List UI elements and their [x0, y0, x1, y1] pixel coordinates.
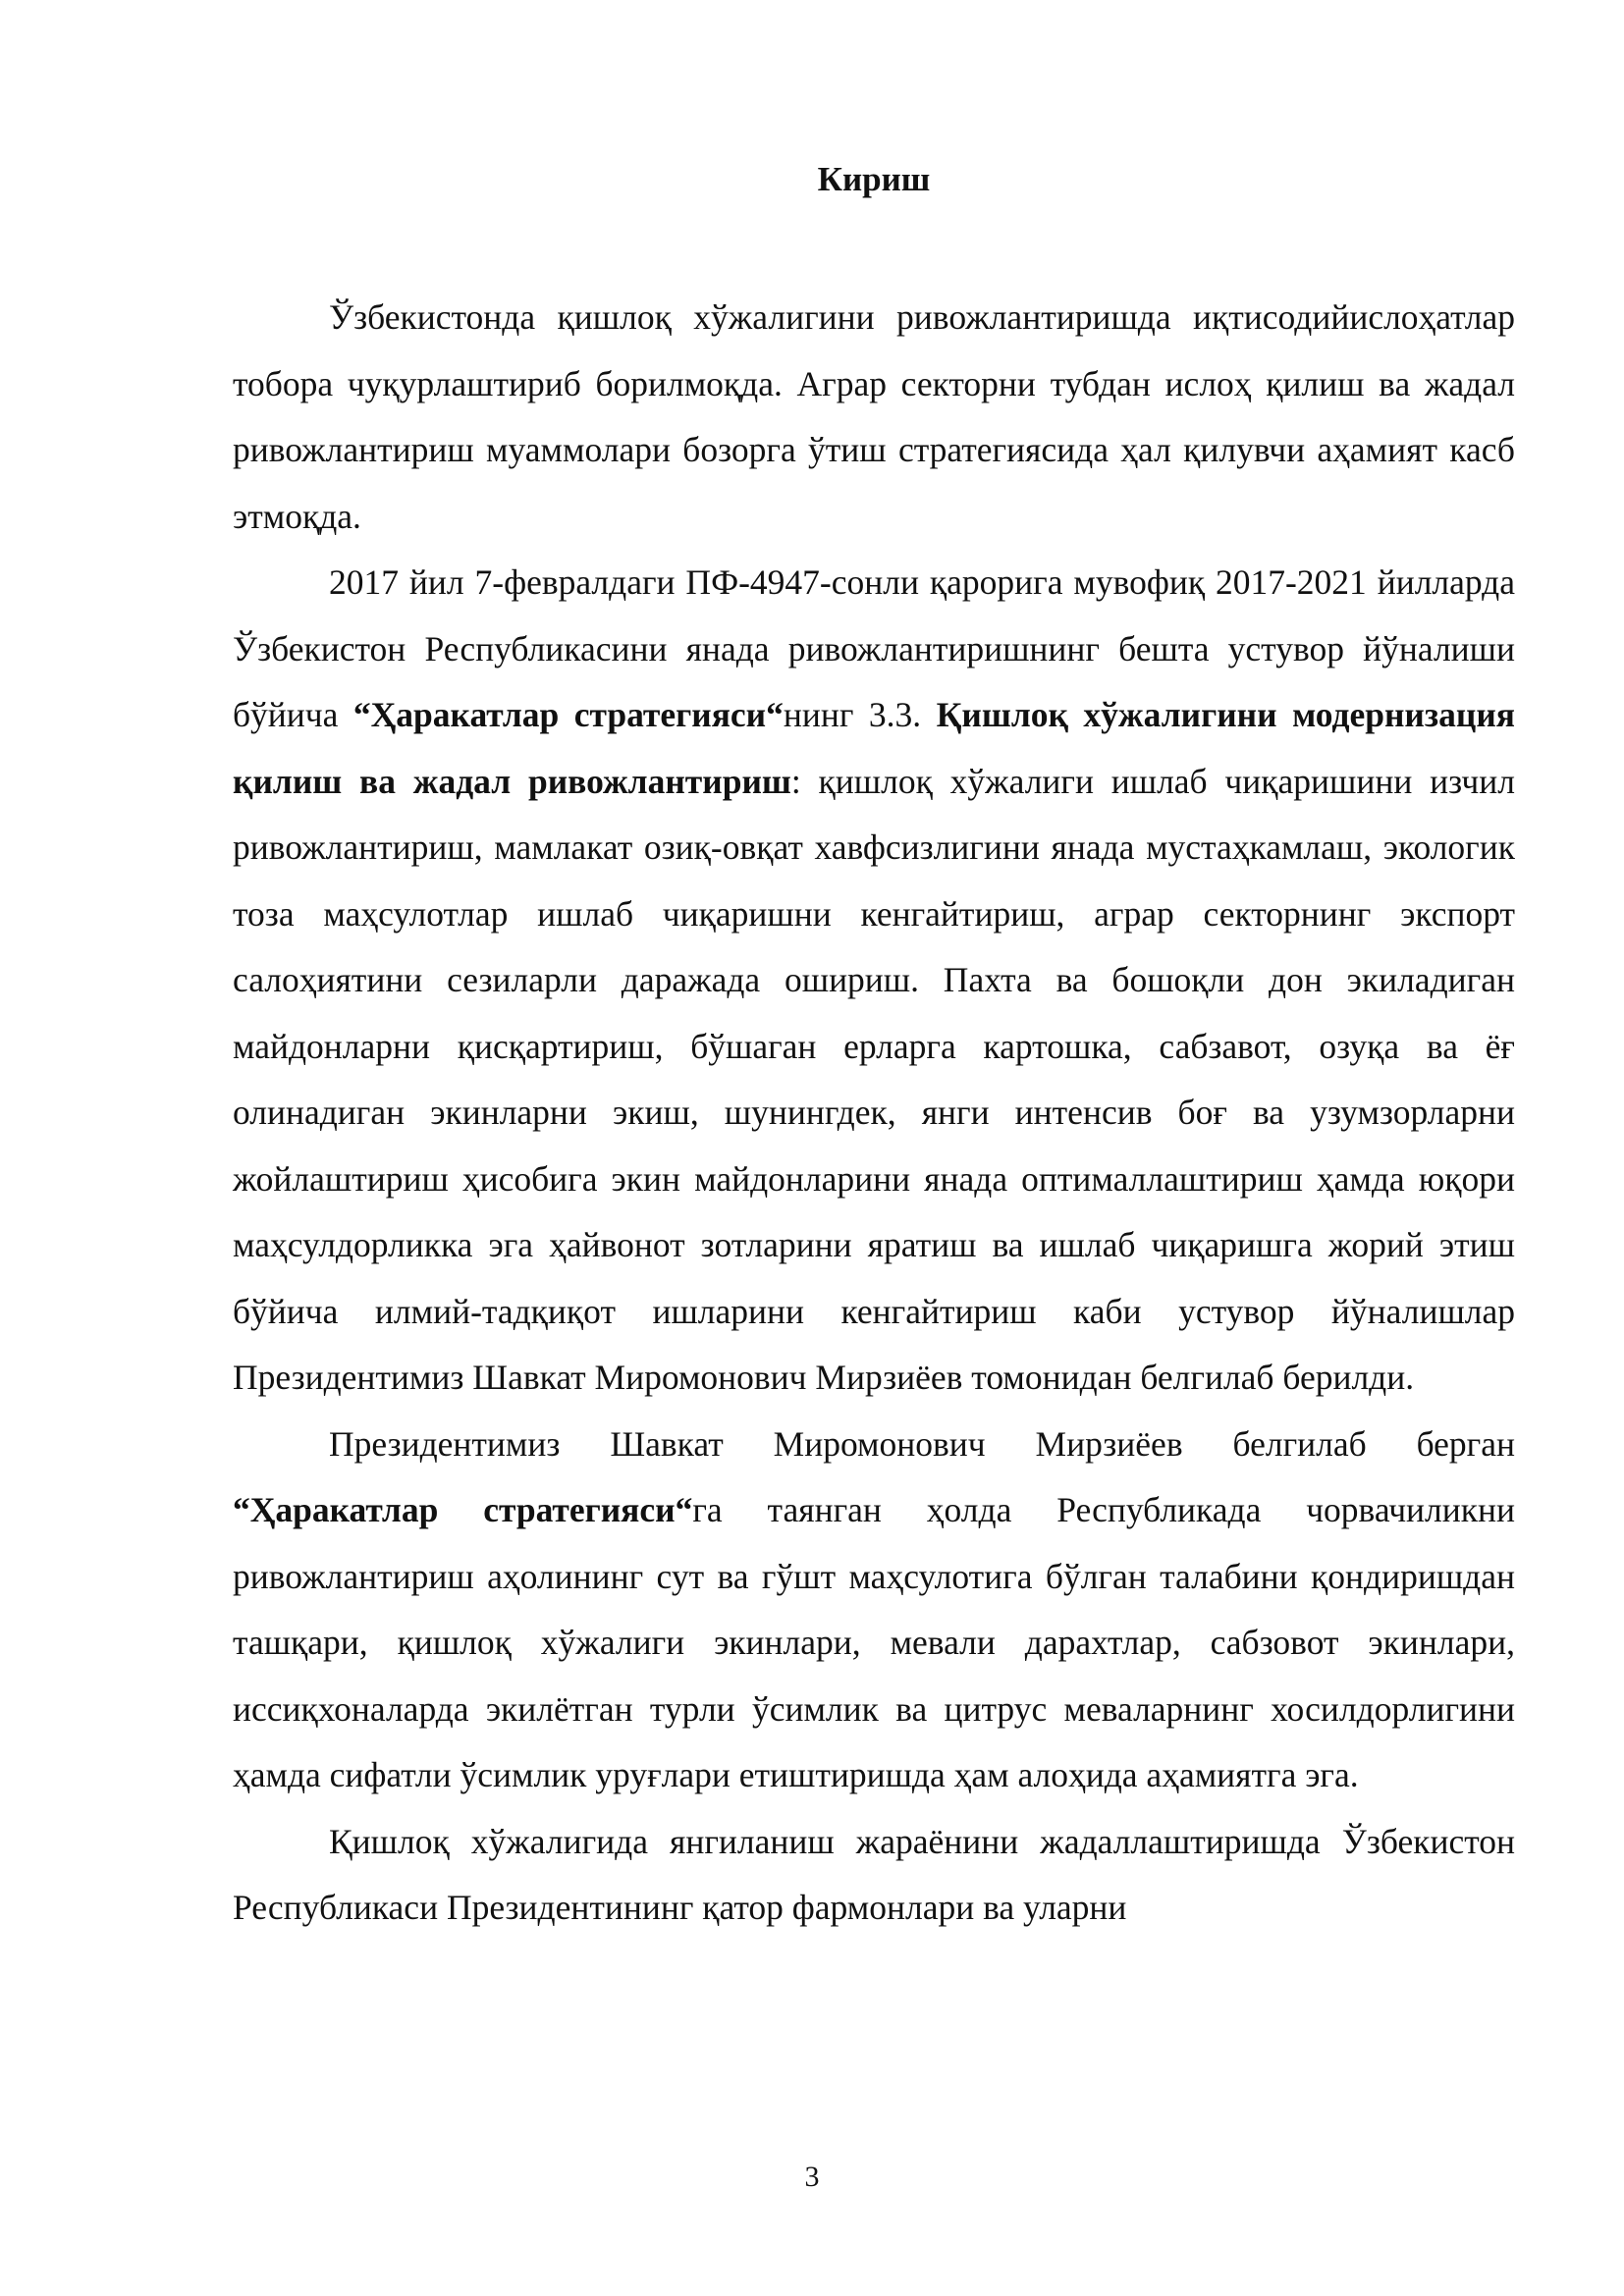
paragraph-2-text-e: : қишлоқ хўжалиги ишлаб чиқаришини изчил ривожлантириш, мамлакат озиқ-овқат хавфсизлигини янада мустаҳкамлаш, экологик тоза маҳсулотлар ишлаб чиқаришни кенгайтириш, аграр секторнинг экспорт салоҳиятини сезиларли даражада ошириш. Пахта ва бошоқли дон экиладиган майдонларни қисқартириш, бўшаган ерларга картошка, сабзавот, озуқа ва ёғ олинадиган экинларни экиш, шунингдек, янги интенсив боғ ва узумзорларни жойлаштириш ҳисобига экин майдонларини янада оптималлаштириш ҳамда юқори маҳсулдорликка эга ҳайвонот зотларини яратиш ва ишлаб чиқаришга жорий этиш бўйича илмий-тадқиқот ишларини кенгайтириш каби устувор йўналишлар Президентимиз Шавкат Миромонович Мирзиёев томонидан белгилаб берилди.: [233, 761, 1515, 1397]
paragraph-4-text: Қишлоқ хўжалигида янгиланиш жараёнини жадаллаштиришда Ўзбекистон Республикаси Президентининг қатор фармонлари ва уларни: [233, 1821, 1515, 1927]
strategy-title-bold: “Ҳаракатлар стратегияси“: [352, 695, 784, 734]
paragraph-1-text: Ўзбекистонда қишлоқ хўжалигини ривожлантиришда иқтисодийислоҳатлар тобора чуқурлаштириб борилмоқда. Аграр секторни тубдан ислоҳ қилиш ва жадал ривожлантириш муаммолари бозорга ўтиш стратегиясида ҳал қилувчи аҳамият касб этмоқда.: [233, 297, 1515, 536]
paragraph-1: [233, 285, 1515, 550]
body-text: [233, 285, 1515, 1942]
paragraph-2-text-c: нинг 3.3.: [783, 695, 937, 734]
page-title: Кириш: [817, 160, 931, 198]
strategy-title-bold: “Ҳаракатлар стратегияси“: [233, 1490, 693, 1529]
paragraph-3-text-a: Президентимиз Шавкат Миромонович Мирзиёев белгилаб берган: [329, 1423, 1515, 1464]
paragraph-3: [233, 1412, 1515, 1809]
paragraph-2: [233, 550, 1515, 1412]
section-title-bold: Қишлоқ хўжалигини модернизация қилиш ва жадал ривожлантириш: [233, 695, 1515, 801]
paragraph-4: [233, 1809, 1515, 1942]
paragraph-2-text-a: 2017 йил 7-февралдаги ПФ-4947-сонли қарорига мувофиқ 2017-2021 йилларда Ўзбекистон Республикасини янада ривожлантиришнинг бешта устувор йўналиши бўйича: [233, 562, 1515, 734]
page-number: 3: [804, 2161, 820, 2193]
paragraph-3-text-c: га таянган ҳолда Республикада чорвачиликни ривожлантириш аҳолининг сут ва гўшт маҳсулотига бўлган талабини қондиришдан ташқари, қишлоқ хўжалиги экинлари, мевали дарахтлар, сабзовот экинлари, иссиқхоналарда экилётган турли ўсимлик ва цитрус меваларнинг хосилдорлигини ҳамда сифатли ўсимлик уруғлари етиштиришда ҳам алоҳида аҳамиятга эга.: [233, 1490, 1515, 1794]
